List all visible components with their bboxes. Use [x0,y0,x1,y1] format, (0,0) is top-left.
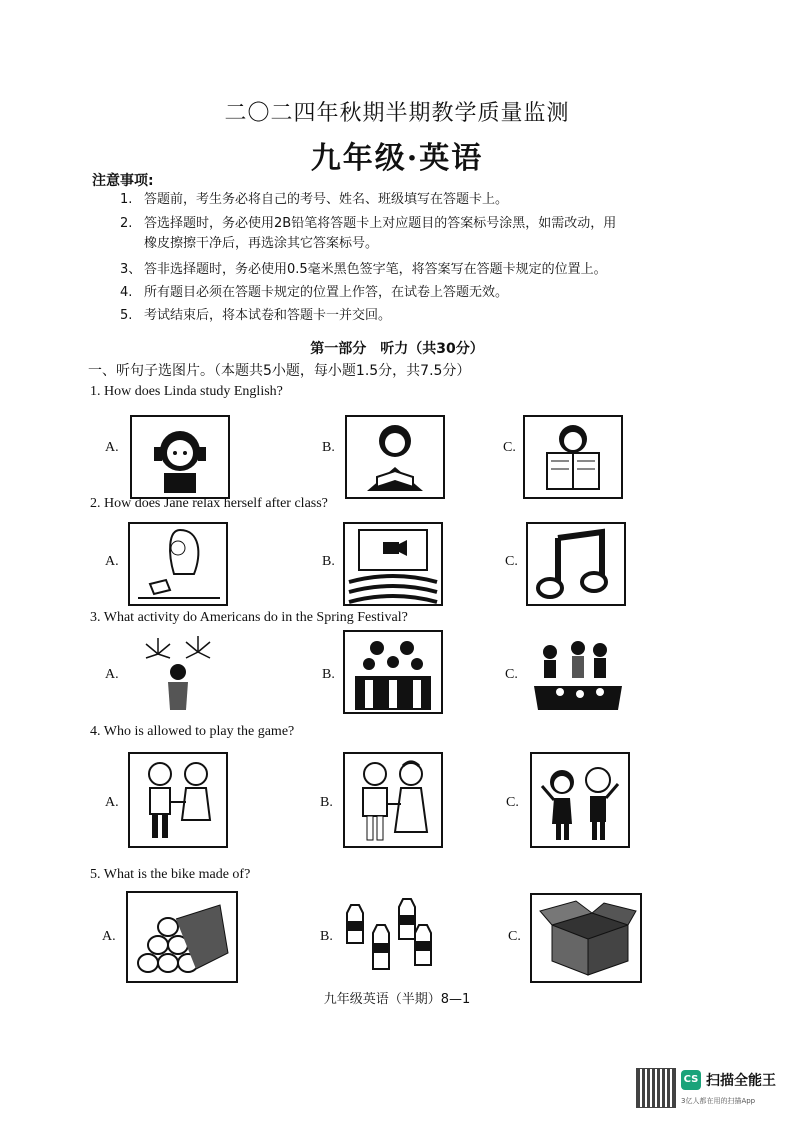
scanner-watermark [636,1068,786,1112]
option-label[interactable]: A. [105,440,119,455]
girl-reading-book-icon[interactable] [345,415,445,499]
notice-rule-1: 1. 答题前，考生务必将自己的考号、姓名、班级填写在答题卡上。 [120,192,509,207]
music-note-icon[interactable] [526,522,626,606]
adult-couple-icon[interactable] [128,752,228,848]
boy-reading-newspaper-icon[interactable] [523,415,623,499]
cinema-screen-icon[interactable] [343,522,443,606]
scanner-brand: 扫描全能王 [706,1073,776,1089]
family-dinner-icon[interactable] [530,630,626,710]
option-label[interactable]: C. [506,795,519,810]
girl-with-headphones-icon[interactable] [130,415,230,499]
option-label[interactable]: B. [322,440,335,455]
notice-heading: 注意事项: [92,173,154,189]
option-label[interactable]: C. [505,667,518,682]
option-label[interactable]: A. [105,667,119,682]
question-3: 3. What activity do Americans do in the Spring Festival? [90,610,408,625]
option-label[interactable]: C. [505,554,518,569]
exam-title: 二〇二四年秋期半期教学质量监测 [224,101,570,126]
happy-children-icon[interactable] [530,752,630,848]
notice-rule-2: 2. 答选择题时，务必使用2B铅笔将答题卡上对应题目的答案标号涂黑，如需改动，用 橡皮擦擦干净后，再选涂其它答案标号。 [120,216,617,251]
notice-rule-3: 3、 答非选择题时，务必使用0.5毫米黑色签字笔，将答案写在答题卡规定的位置上。 [120,262,607,277]
option-label[interactable]: C. [503,440,516,455]
family-group-icon[interactable] [343,630,443,714]
option-label[interactable]: B. [322,554,335,569]
question-5: 5. What is the bike made of? [90,867,251,882]
option-label[interactable]: A. [102,929,116,944]
option-label[interactable]: C. [508,929,521,944]
plastic-bottles-icon[interactable] [339,893,439,979]
child-with-fireworks-icon[interactable] [130,632,226,712]
qr-code-icon [636,1068,676,1108]
exam-subject-title: 九年级·英语 [310,141,484,176]
question-4: 4. Who is allowed to play the game? [90,724,295,739]
question-1: 1. How does Linda study English? [90,384,283,399]
option-label[interactable]: B. [322,667,335,682]
camscanner-logo: CS [681,1070,701,1090]
section-heading: 一、听句子选图片。（本题共5小题，每小题1.5分，共7.5分） [88,363,471,379]
notice-rule-4: 4. 所有题目必须在答题卡规定的位置上作答，在试卷上答题无效。 [120,285,509,300]
option-label[interactable]: B. [320,929,333,944]
notice-rule-5: 5. 考试结束后，将本试卷和答题卡一并交回。 [120,308,392,323]
option-label[interactable]: B. [320,795,333,810]
option-label[interactable]: A. [105,554,119,569]
scanner-tagline: 3亿人都在用的扫描App [681,1097,756,1105]
cardboard-box-icon[interactable] [530,893,642,983]
elderly-couple-icon[interactable] [343,752,443,848]
part-heading: 第一部分 听力（共30分） [310,341,484,357]
wood-logs-icon[interactable] [126,891,238,983]
question-2: 2. How does Jane relax herself after class? [90,496,328,511]
page-footer: 九年级英语（半期）8—1 [323,992,471,1007]
girl-watering-plant-icon[interactable] [128,522,228,606]
option-label[interactable]: A. [105,795,119,810]
